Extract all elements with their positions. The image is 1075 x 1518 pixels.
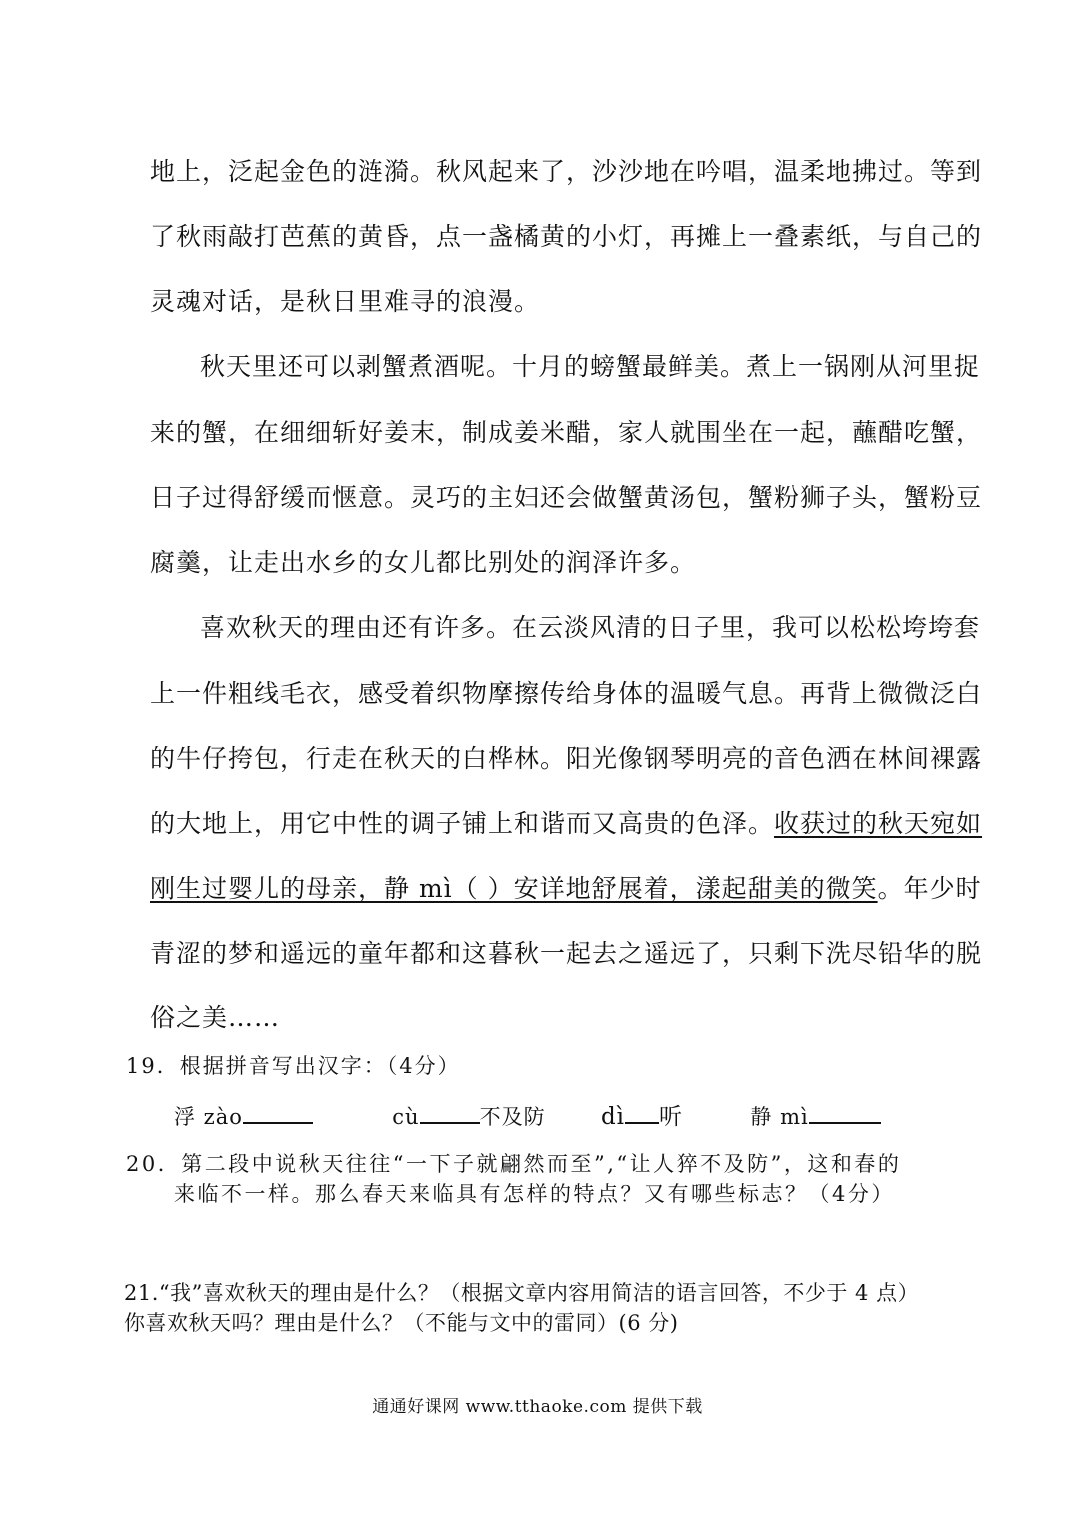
passage-line: 腐羹，让走出水乡的女儿都比别处的润泽许多。 [150, 548, 697, 577]
passage-line: 来的蟹，在细细斩好姜末，制成姜米醋，家人就围坐在一起，蘸醋吃蟹， [150, 418, 983, 447]
question-21-line: 21.“我”喜欢秋天的理由是什么？（根据文章内容用简洁的语言回答，不少于 4 点） [124, 1281, 920, 1305]
passage-line: 了秋雨敲打芭蕉的黄昏，点一盏橘黄的小灯，再摊上一叠素纸，与自己的 [150, 222, 983, 251]
pinyin-mi: 静 mì [750, 1105, 809, 1129]
answer-blank[interactable] [243, 1102, 313, 1124]
question-20-line: 20．第二段中说秋天往往“一下子就翩然而至”,“让人猝不及防”，这和春的 [126, 1152, 902, 1176]
question-19-prompt: 19．根据拼音写出汉字：（4分） [126, 1054, 461, 1078]
passage-line [150, 874, 982, 904]
pinyin-zao: 浮 zào [174, 1105, 243, 1129]
answer-blank[interactable] [809, 1102, 881, 1124]
passage-line: 青涩的梦和遥远的童年都和这暮秋一起去之遥远了，只剩下洗尽铅华的脱 [150, 939, 983, 968]
passage-line: 喜欢秋天的理由还有许多。在云淡风清的日子里，我可以松松垮垮套 [200, 613, 981, 642]
pinyin-cu: cù [392, 1105, 420, 1129]
passage-line: 秋天里还可以剥蟹煮酒呢。十月的螃蟹最鲜美。煮上一锅刚从河里捉 [200, 352, 981, 381]
underlined-sentence: 收获过的秋天宛如 [774, 809, 983, 838]
passage-line: 地上，泛起金色的涟漪。秋风起来了，沙沙地在吟唱，温柔地拂过。等到 [150, 157, 983, 186]
passage-line: 灵魂对话，是秋日里难寻的浪漫。 [150, 287, 541, 316]
question-19-items [174, 1102, 881, 1131]
passage-line: 日子过得舒缓而惬意。灵巧的主妇还会做蟹黄汤包，蟹粉狮子头，蟹粉豆 [150, 483, 983, 512]
question-20-line: 来临不一样。那么春天来临具有怎样的特点？又有哪些标志？（4分） [174, 1182, 895, 1206]
passage-line [150, 809, 982, 839]
underlined-sentence: 刚生过婴儿的母亲，静 mì（ ）安详地舒展着，漾起甜美的微笑 [150, 874, 878, 903]
pinyin-di: dì [600, 1104, 626, 1130]
pinyin-di-suffix: 听 [659, 1104, 684, 1130]
pinyin-cu-suffix: 不及防 [479, 1105, 546, 1129]
passage-line: 俗之美…… [150, 1003, 281, 1032]
passage-text: 。年少时 [877, 874, 982, 903]
passage-line: 上一件粗线毛衣，感受着织物摩擦传给身体的温暖气息。再背上微微泛白 [150, 679, 983, 708]
answer-blank[interactable] [420, 1102, 480, 1124]
passage-text: 的大地上，用它中性的调子铺上和谐而又高贵的色泽。 [150, 809, 775, 838]
passage-line: 的牛仔挎包，行走在秋天的白桦林。阳光像钢琴明亮的音色洒在林间裸露 [150, 744, 983, 773]
answer-blank[interactable] [625, 1102, 659, 1124]
footer-credit: 通通好课网 www.tthaoke.com 提供下载 [372, 1397, 703, 1417]
question-21-line: 你喜欢秋天吗？理由是什么？（不能与文中的雷同）(6 分) [124, 1311, 679, 1335]
